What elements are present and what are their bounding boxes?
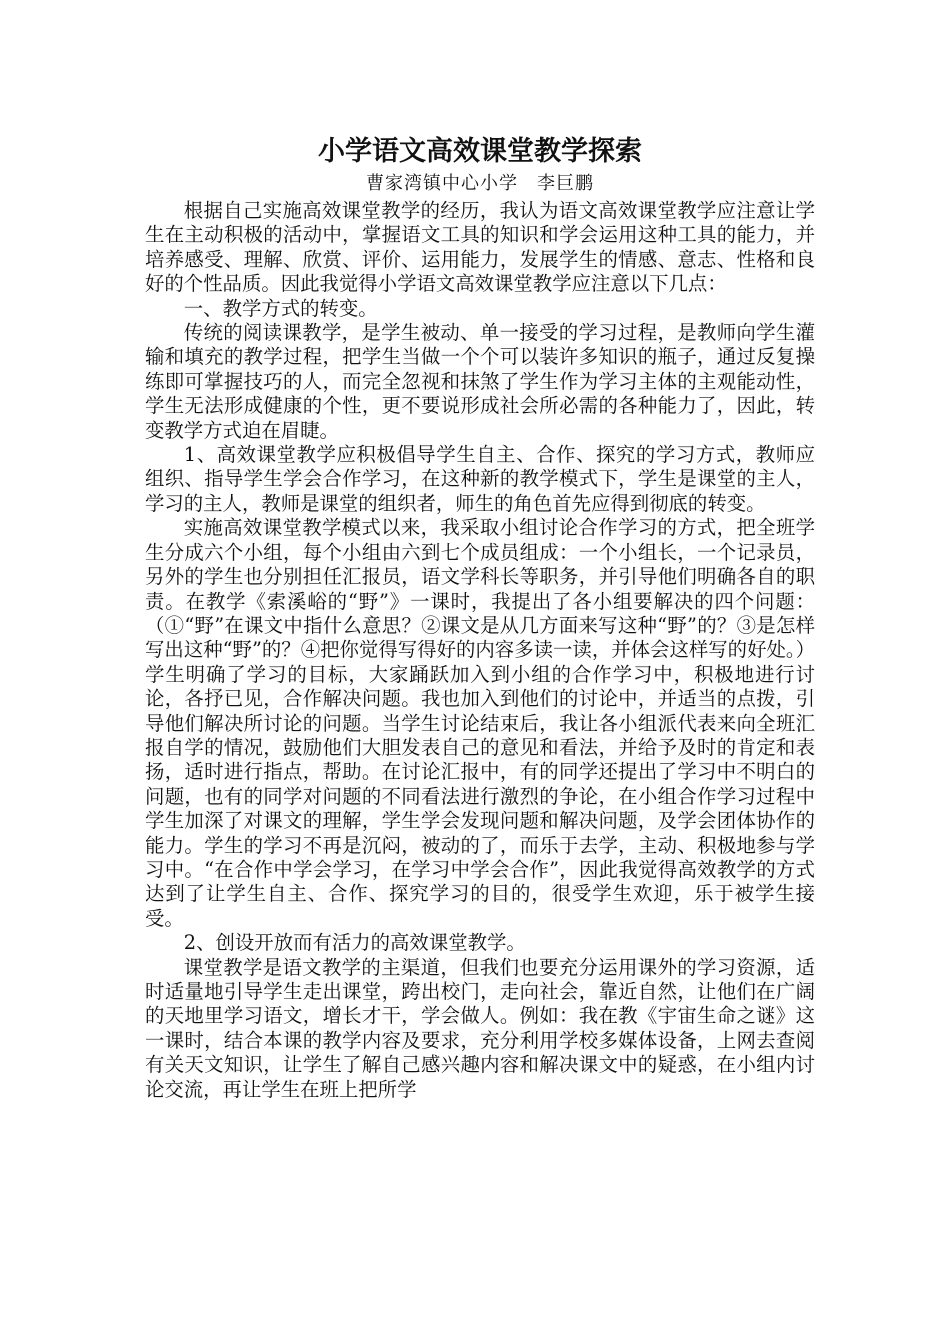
document-title: 小学语文高效课堂教学探索	[318, 136, 642, 167]
paragraph-traditional-teaching: 传统的阅读课教学，是学生被动、单一接受的学习过程，是教师向学生灌输和填充的教学过程，把学生当做一个个可以装许多知识的瓶子，通过反复操练即可掌握技巧的人，而完全忽视和抹煞了学生作为学习主体的主观能动性，学生无法形成健康的个性，更不要说形成社会所必需的各种能力了，因此，转变教学方式迫在眉睫。	[145, 321, 815, 442]
subheading-1: 1、高效课堂教学应积极倡导学生自主、合作、探究的学习方式，教师应组织、指导学生学会合作学习，在这种新的教学模式下，学生是课堂的主人，学习的主人，教师是课堂的组织者，师生的角色首先应得到彻底的转变。	[145, 443, 815, 515]
document-body	[145, 199, 815, 1102]
subheading-2: 2、创设开放而有活力的高效课堂教学。	[183, 931, 526, 955]
section-heading-1: 一、教学方式的转变。	[183, 296, 378, 320]
paragraph-intro: 根据自己实施高效课堂教学的经历，我认为语文高效课堂教学应注意让学生在主动积极的活动中，掌握语文工具的知识和学会运用这种工具的能力，并培养感受、理解、欣赏、评价、运用能力，发展学生的情感、意志、性格和良好的个性品质。因此我觉得小学语文高效课堂教学应注意以下几点：	[145, 199, 815, 296]
author-line: 曹家湾镇中心小学 李巨鹏	[366, 173, 594, 194]
document-page	[145, 132, 815, 1102]
paragraph-open-classroom: 课堂教学是语文教学的主渠道，但我们也要充分运用课外的学习资源，适时适量地引导学生走出课堂，跨出校门，走向社会，靠近自然，让他们在广阔的天地里学习语文，增长才干，学会做人。例如：我在教《宇宙生命之谜》这一课时，结合本课的教学内容及要求，充分利用学校多媒体设备，上网去查阅有关天文知识，让学生了解自己感兴趣内容和解决课文中的疑惑，在小组内讨论交流，再让学生在班上把所学	[145, 955, 815, 1101]
paragraph-group-learning: 实施高效课堂教学模式以来，我采取小组讨论合作学习的方式，把全班学生分成六个小组，每个小组由六到七个成员组成：一个小组长，一个记录员，另外的学生也分别担任汇报员，语文学科长等职务，并引导他们明确各自的职责。在教学《索溪峪的“野”》一课时，我提出了各小组要解决的四个问题：（①“野”在课文中指什么意思？②课文是从几方面来写这种“野”的？③是怎样写出这种“野”的？④把你觉得写得好的内容多读一读，并体会这样写的好处。）学生明确了学习的目标，大家踊跃加入到小组的合作学习中，积极地进行讨论，各抒已见，合作解决问题。我也加入到他们的讨论中，并适当的点拨，引导他们解决所讨论的问题。当学生讨论结束后，我让各小组派代表来向全班汇报自学的情况，鼓励他们大胆发表自己的意见和看法，并给予及时的肯定和表扬，适时进行指点，帮助。在讨论汇报中，有的同学还提出了学习中不明白的问题，也有的同学对问题的不同看法进行激烈的争论，在小组合作学习过程中学生加深了对课文的理解，学生学会发现问题和解决问题，及学会团体协作的能力。学生的学习不再是沉闷，被动的了，而乐于去学，主动、积极地参与学习中。“在合作中学会学习，在学习中学会合作”，因此我觉得高效教学的方式达到了让学生自主、合作、探究学习的目的，很受学生欢迎，乐于被学生接受。	[145, 516, 815, 930]
